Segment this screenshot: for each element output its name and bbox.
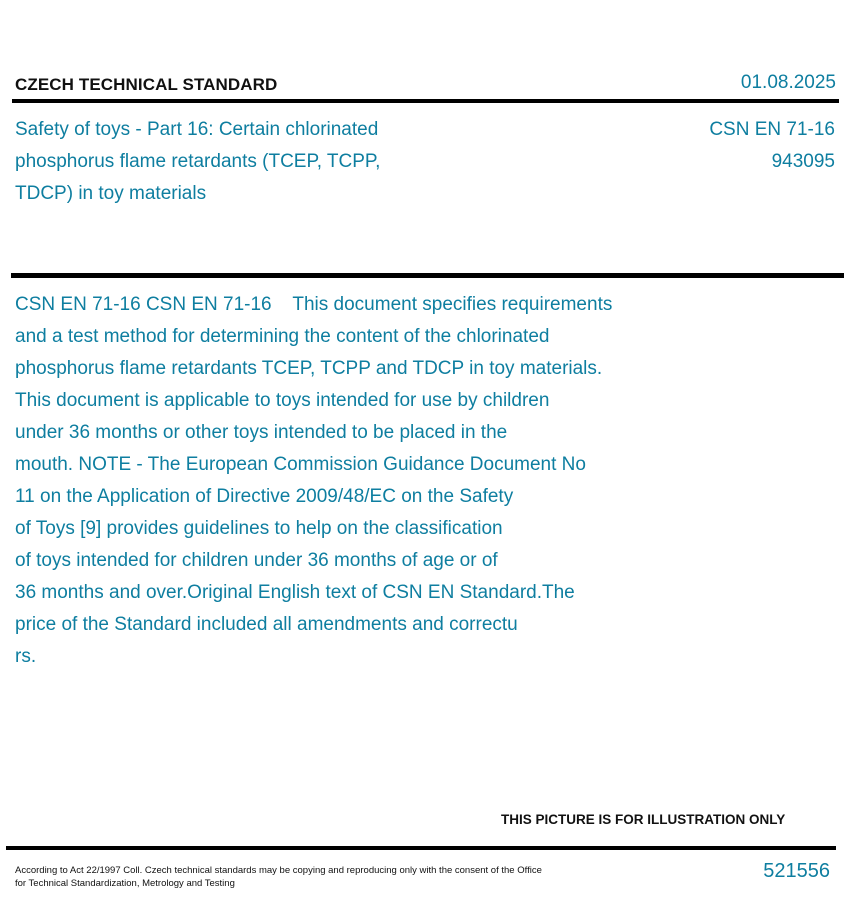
illustration-disclaimer: THIS PICTURE IS FOR ILLUSTRATION ONLY: [501, 812, 786, 827]
standard-class-number: 943095: [771, 151, 835, 172]
legal-notice-line: According to Act 22/1997 Coll. Czech technical standards may be copying and reproducing only with the consent of the Office: [15, 865, 542, 876]
standard-code: CSN EN 71-16: [709, 119, 835, 140]
standard-title-line: phosphorus flame retardants (TCEP, TCPP,: [15, 151, 381, 172]
title-divider: [11, 273, 844, 278]
description-line: mouth. NOTE - The European Commission Guidance Document No: [15, 454, 586, 475]
description-line: CSN EN 71-16 CSN EN 71-16 This document specifies requirements: [15, 294, 613, 315]
standard-description: [15, 289, 705, 673]
standard-type-label: CZECH TECHNICAL STANDARD: [15, 75, 278, 94]
standard-identifiers: [709, 114, 835, 178]
description-line: and a test method for determining the content of the chlorinated: [15, 326, 550, 347]
legal-notice-line: for Technical Standardization, Metrology and Testing: [15, 878, 235, 889]
publication-date: 01.08.2025: [740, 72, 836, 93]
legal-notice: [15, 864, 585, 890]
description-line: under 36 months or other toys intended to be placed in the: [15, 422, 508, 443]
description-line: of toys intended for children under 36 months of age or of: [15, 550, 498, 571]
description-line: This document is applicable to toys intended for use by children: [15, 390, 550, 411]
description-line: of Toys [9] provides guidelines to help on the classification: [15, 518, 503, 539]
catalog-number: 521556: [763, 860, 830, 882]
description-line: 36 months and over.Original English text of CSN EN Standard.The: [15, 582, 575, 603]
standard-title-line: Safety of toys - Part 16: Certain chlorinated: [15, 119, 379, 140]
standard-title: [15, 114, 455, 210]
description-line: phosphorus flame retardants TCEP, TCPP and TDCP in toy materials.: [15, 358, 603, 379]
description-line: price of the Standard included all amendments and correctu: [15, 614, 518, 635]
footer-divider: [6, 846, 836, 850]
standard-title-line: TDCP) in toy materials: [15, 183, 207, 204]
header-divider: [12, 99, 839, 103]
description-line: 11 on the Application of Directive 2009/48/EC on the Safety: [15, 486, 514, 507]
description-line: rs.: [15, 646, 37, 667]
